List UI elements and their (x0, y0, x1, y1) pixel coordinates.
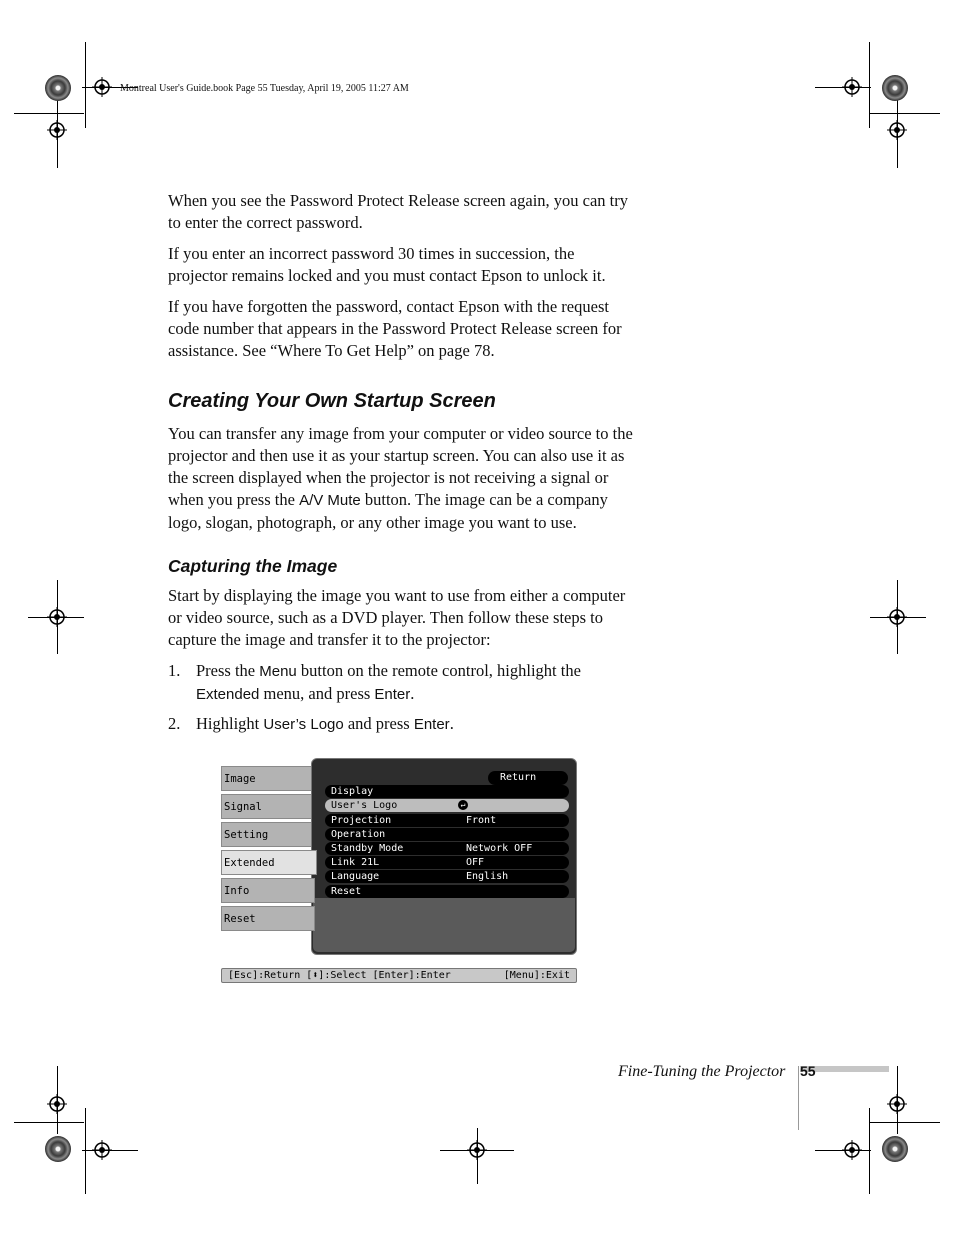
registration-mark-icon (47, 607, 67, 627)
projector-menu-screenshot (221, 758, 577, 984)
key-name: Menu (259, 663, 297, 680)
menu-tab-extended[interactable]: Extended (221, 850, 317, 875)
subsection-paragraph (168, 585, 638, 651)
color-target-icon (882, 1136, 908, 1162)
footer-divider (798, 1066, 799, 1130)
step-text: Highlight User’s Logo and press Enter. (196, 714, 454, 733)
menu-item-value: OFF (466, 857, 485, 868)
subsection-heading: Capturing the Image (168, 556, 338, 576)
step-2 (168, 713, 638, 735)
menu-item-label: User's Logo (331, 800, 398, 811)
page-number: 55 (800, 1063, 816, 1079)
paragraph-text: If you have forgotten the password, contact Epson with the request code number that appears in the Password Protect Release screen for assistance. See “Where To Get Help” on page 78. (168, 297, 622, 360)
footer-chapter-title: Fine-Tuning the Projector (618, 1063, 786, 1080)
menu-item-standby-mode[interactable] (325, 842, 569, 855)
menu-item-label: Operation (331, 829, 386, 840)
key-name: A/V Mute (299, 492, 361, 509)
menu-item-users-logo[interactable] (325, 799, 569, 812)
menu-tab-info[interactable]: Info (221, 878, 315, 903)
enter-icon: ↵ (458, 800, 468, 810)
key-name: User’s Logo (263, 716, 344, 733)
menu-item-projection[interactable] (325, 814, 569, 827)
registration-mark-icon (92, 1140, 112, 1160)
menu-item-label: Projection (331, 815, 392, 826)
menu-tab-signal[interactable]: Signal (221, 794, 315, 819)
menu-status-bar (221, 968, 577, 983)
registration-mark-icon (467, 1140, 487, 1160)
paragraph-text: When you see the Password Protect Release screen again, you can try to enter the correct password. (168, 191, 629, 232)
key-name: Extended (196, 686, 260, 703)
registration-mark-icon (842, 1140, 862, 1160)
registration-mark-icon (92, 77, 112, 97)
step-1 (168, 660, 638, 704)
color-target-icon (882, 75, 908, 101)
menu-item-label: Display (331, 786, 374, 797)
menu-item-value: Network OFF (466, 843, 533, 854)
key-name: Enter (413, 716, 450, 733)
step-number: 2. (168, 714, 181, 733)
intro-paragraph-2 (168, 243, 638, 287)
registration-mark-icon (887, 120, 907, 140)
status-help-right: [Menu]:Exit (503, 970, 570, 981)
menu-tab-setting[interactable]: Setting (221, 822, 315, 847)
menu-item-label: Language (331, 871, 380, 882)
print-header: Montreal User's Guide.book Page 55 Tuesday, April 19, 2005 11:27 AM (120, 83, 409, 94)
menu-item-label: Reset (331, 886, 362, 897)
color-target-icon (45, 1136, 71, 1162)
registration-mark-icon (887, 607, 907, 627)
menu-tab-reset[interactable]: Reset (221, 906, 315, 931)
menu-item-display[interactable] (325, 785, 569, 798)
menu-item-value: Front (466, 815, 497, 826)
section-text: You can transfer any image from your computer or video source to the projector and then use it as your startup screen. You can also use it as the screen displayed when the projector is not receiving a signal or when you press the (168, 424, 633, 509)
registration-mark-icon (47, 1094, 67, 1114)
menu-panel-footer (313, 898, 575, 952)
registration-mark-icon (842, 77, 862, 97)
section-heading: Creating Your Own Startup Screen (168, 390, 496, 412)
color-target-icon (45, 75, 71, 101)
menu-item-language[interactable] (325, 870, 569, 883)
paragraph-text: Start by displaying the image you want to use from either a computer or video source, such as a DVD player. Then follow these steps to capture the image and transfer it to the projector: (168, 586, 626, 649)
menu-item-value: English (466, 871, 509, 882)
menu-item-link-21l[interactable] (325, 856, 569, 869)
menu-tab-image[interactable]: Image (221, 766, 315, 791)
intro-paragraph-3 (168, 296, 638, 362)
registration-mark-icon (47, 120, 67, 140)
return-button[interactable]: Return (488, 771, 568, 785)
menu-item-reset[interactable] (325, 885, 569, 898)
paragraph-text: If you enter an incorrect password 30 times in succession, the projector remains locked and you must contact Epson to unlock it. (168, 244, 606, 285)
menu-item-label: Link 21L (331, 857, 380, 868)
step-number: 1. (168, 661, 181, 680)
step-text: Press the Menu button on the remote control, highlight the Extended menu, and press Enter. (196, 661, 581, 703)
section-text: button. The image can be a company logo, slogan, photograph, or any other image you want to use. (168, 490, 608, 532)
key-name: Enter (374, 686, 411, 703)
status-help-left: [Esc]:Return [⬍]:Select [Enter]:Enter (228, 970, 451, 981)
registration-mark-icon (887, 1094, 907, 1114)
section-paragraph (168, 423, 638, 534)
menu-item-label: Standby Mode (331, 843, 404, 854)
menu-item-operation[interactable] (325, 828, 569, 841)
intro-paragraph-1 (168, 190, 638, 234)
